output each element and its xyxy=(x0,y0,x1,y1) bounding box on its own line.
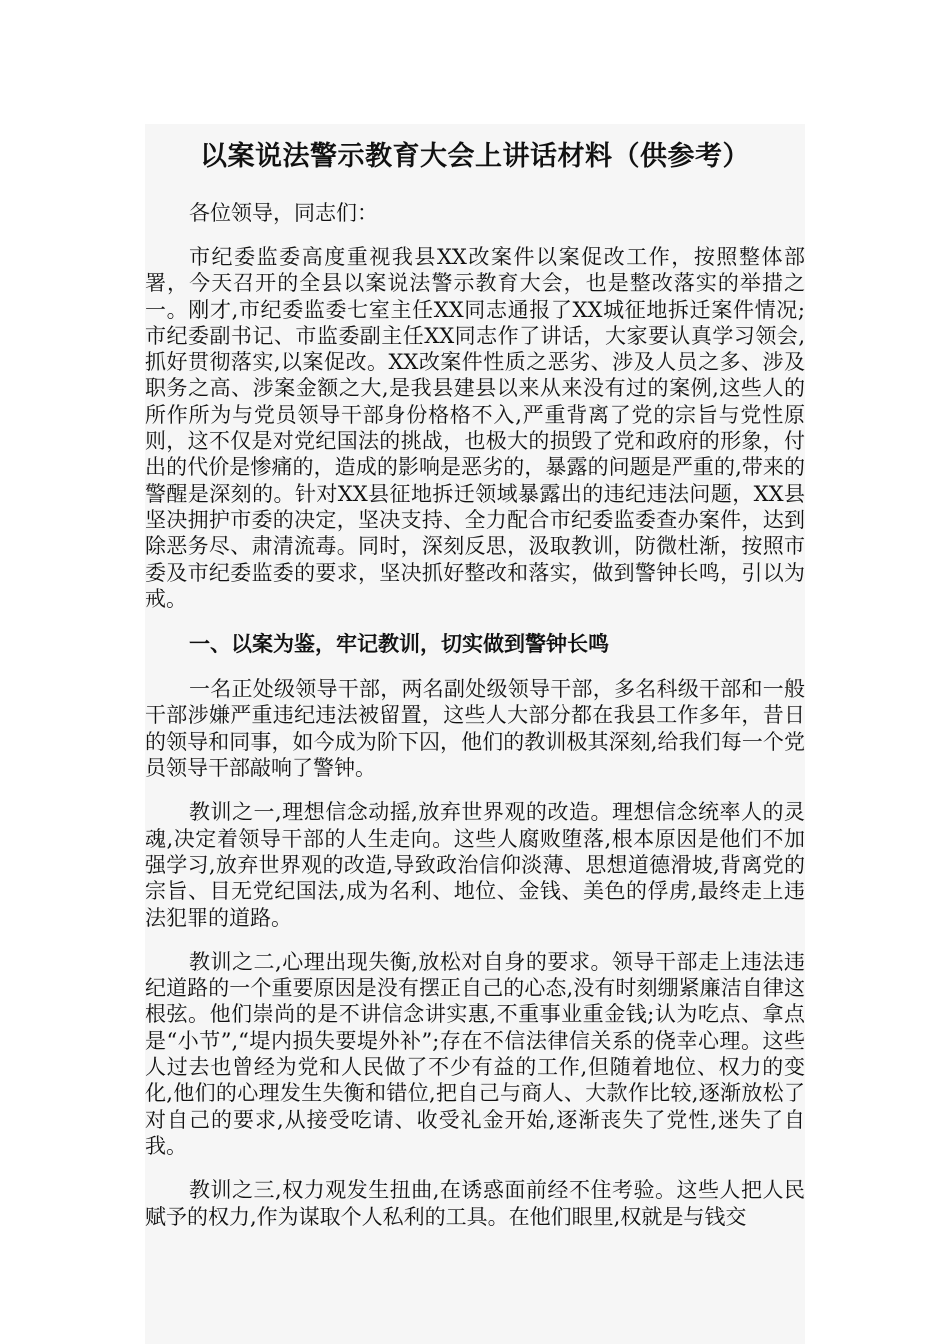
document-page xyxy=(145,124,805,1344)
paragraph: 市纪委监委高度重视我县XX改案件以案促改工作，按照整体部署，今天召开的全县以案说法警示教育大会，也是整改落实的举措之一。刚才,市纪委监委七室主任XX同志通报了XX城征地拆迁案件情况;市纪委副书记、市监委副主任XX同志作了讲话，大家要认真学习领会,抓好贯彻落实,以案促改。XX改案件性质之恶劣、涉及人员之多、涉及职务之高、涉案金额之大,是我县建县以来从来没有过的案例,这些人的所作所为与党员领导干部身份格格不入,严重背离了党的宗旨与党性原则，这不仅是对党纪国法的挑战，也极大的损毁了党和政府的形象，付出的代价是惨痛的，造成的影响是恶劣的，暴露的问题是严重的,带来的警醒是深刻的。针对XX县征地拆迁领域暴露出的违纪违法问题，XX县坚决拥护市委的决定，坚决支持、全力配合市纪委监委查办案件，达到除恶务尽、肃清流毒。同时，深刻反思，汲取教训，防微杜渐，按照市委及市纪委监委的要求，坚决抓好整改和落实，做到警钟长鸣，引以为戒。 xyxy=(145,245,805,611)
paragraph: 教训之三,权力观发生扭曲,在诱惑面前经不住考验。这些人把人民赋予的权力,作为谋取个人私利的工具。在他们眼里,权就是与钱交 xyxy=(145,1178,805,1229)
section-heading: 一、以案为鉴，牢记教训，切实做到警钟长鸣 xyxy=(189,632,609,657)
paragraph: 一名正处级领导干部，两名副处级领导干部，多名科级干部和一般干部涉嫌严重违纪违法被留置，这些人大部分都在我县工作多年，昔日的领导和同事，如今成为阶下囚，他们的教训极其深刻,给我们每一个党员领导干部敲响了警钟。 xyxy=(145,677,805,781)
paragraph: 教训之二,心理出现失衡,放松对自身的要求。领导干部走上违法违纪道路的一个重要原因是没有摆正自己的心态,没有时刻绷紧廉洁自律这根弦。他们崇尚的是不讲信念讲实惠,不重事业重金钱;认为吃点、拿点是“小节”,“堤内损失要堤外补”;存在不信法律信关系的侥幸心理。这些人过去也曾经为党和人民做了不少有益的工作,但随着地位、权力的变化,他们的心理发生失衡和错位,把自己与商人、大款作比较,逐渐放松了对自己的要求,从接受吃请、收受礼金开始,逐渐丧失了党性,迷失了自我。 xyxy=(145,949,805,1158)
paragraph: 教训之一,理想信念动摇,放弃世界观的改造。理想信念统率人的灵魂,决定着领导干部的人生走向。这些人腐败堕落,根本原因是他们不加强学习,放弃世界观的改造,导致政治信仰淡薄、思想道德滑坡,背离党的宗旨、目无党纪国法,成为名利、地位、金钱、美色的俘虏,最终走上违法犯罪的道路。 xyxy=(145,800,805,930)
document-title: 以案说法警示教育大会上讲话材料（供参考） xyxy=(200,141,750,172)
document-content xyxy=(145,124,805,1230)
salutation: 各位领导，同志们： xyxy=(189,201,378,225)
